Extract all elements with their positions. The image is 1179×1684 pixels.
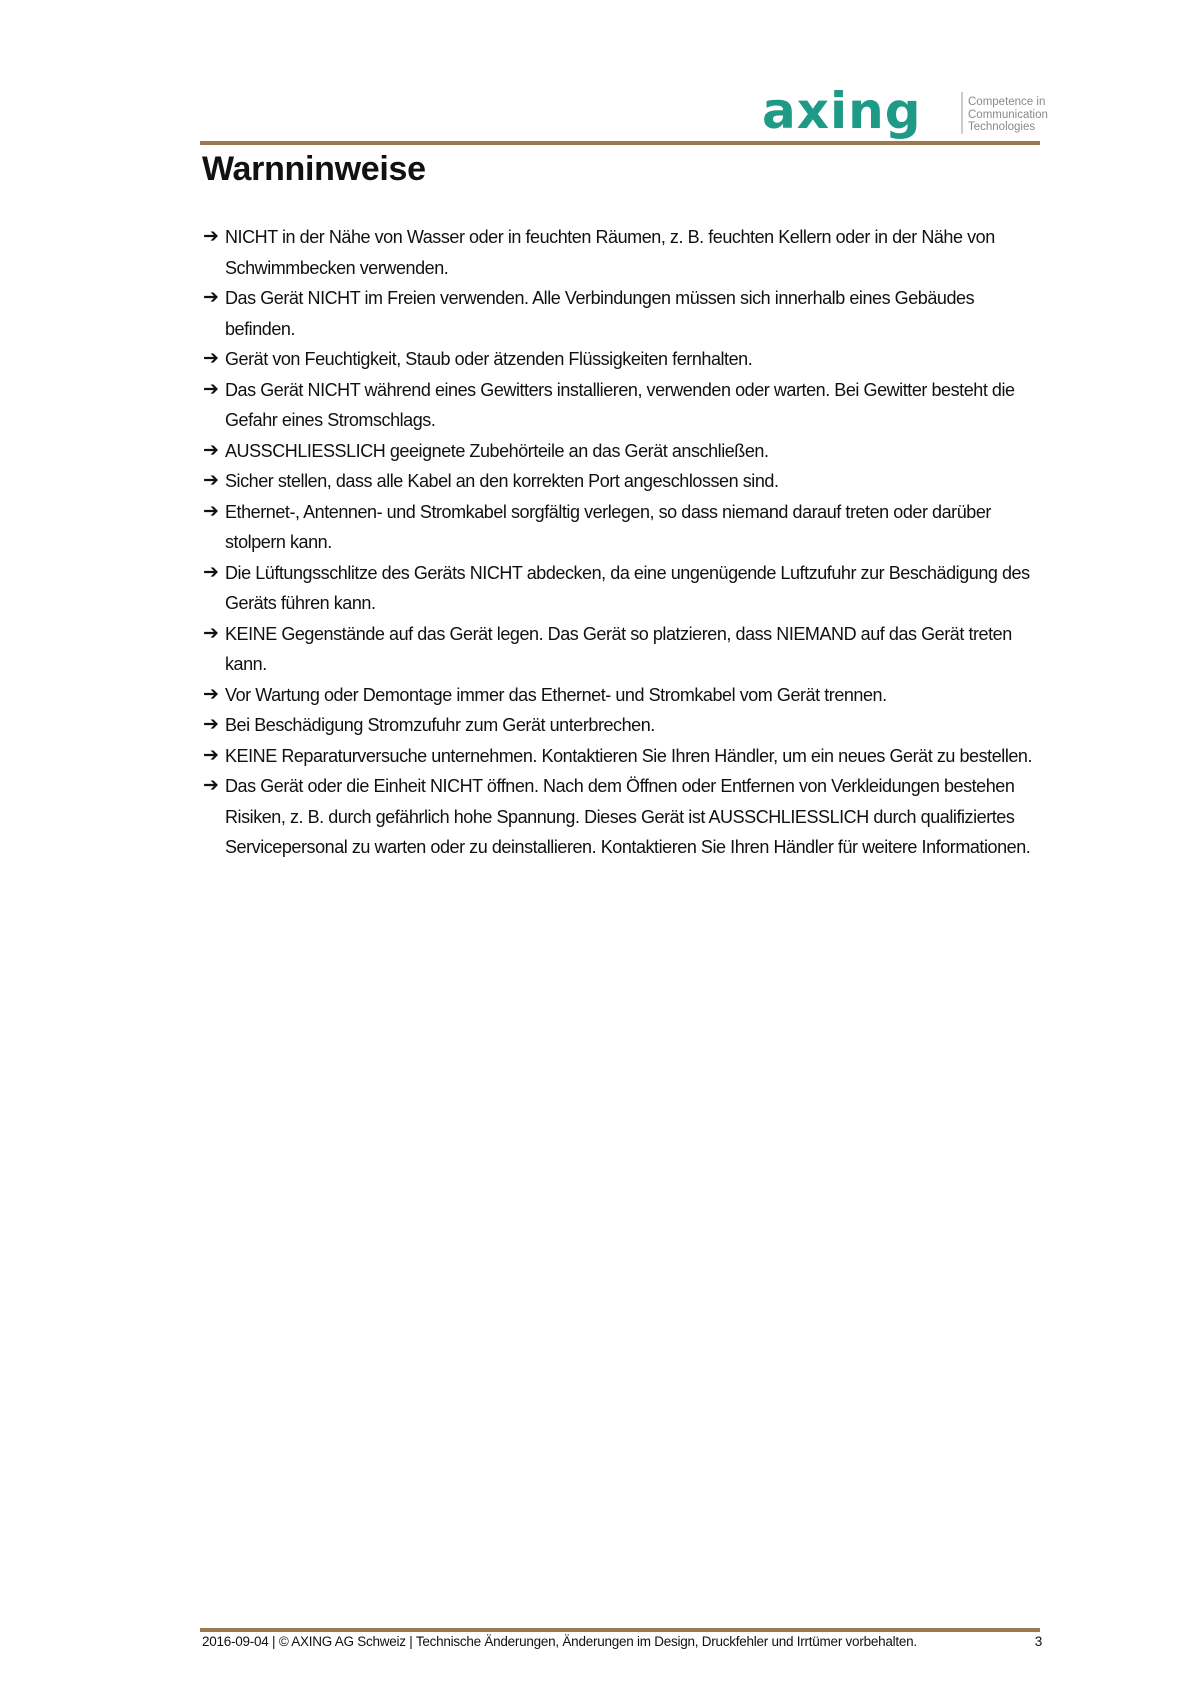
tagline-line-1: Competence in (968, 96, 1046, 108)
arrow-right-icon: ➔ (203, 744, 219, 766)
warning-item (203, 375, 1048, 436)
warning-text: Die Lüftungsschlitze des Geräts NICHT abdecken, da eine ungenügende Luftzufuhr zur Beschädigung des Geräts führen kann. (225, 562, 1030, 613)
warning-item (203, 497, 1048, 558)
warning-item (203, 710, 1048, 741)
arrow-right-icon: ➔ (203, 378, 219, 400)
warning-item (203, 344, 1048, 375)
arrow-right-icon: ➔ (203, 470, 219, 491)
arrow-right-icon: ➔ (203, 775, 219, 796)
axing-logo-wordmark: axing (762, 88, 922, 140)
warning-text: Vor Wartung oder Demontage immer das Ethernet- und Stromkabel vom Gerät trennen. (225, 684, 887, 705)
arrow-right-icon: ➔ (203, 348, 219, 369)
warning-item (203, 619, 1048, 680)
warning-item (203, 283, 1048, 344)
arrow-right-icon: ➔ (203, 714, 219, 735)
warning-item (203, 771, 1048, 863)
header-rule (200, 141, 1040, 145)
warning-item (203, 466, 1048, 497)
warning-text: KEINE Reparaturversuche unternehmen. Kontaktieren Sie Ihren Händler, um ein neues Gerät zu bestellen. (225, 745, 1033, 766)
warning-item (203, 222, 1048, 283)
arrow-right-icon: ➔ (203, 683, 219, 705)
footer-rule (200, 1628, 1040, 1632)
page-number: 3 (1034, 1634, 1042, 1649)
warning-text: Bei Beschädigung Stromzufuhr zum Gerät unterbrechen. (225, 715, 655, 735)
warning-text: AUSSCHLIESSLICH geeignete Zubehörteile an das Gerät anschließen. (225, 440, 769, 461)
page-title: Warnninweise (202, 150, 426, 188)
tagline-line-3: Technologies (968, 121, 1036, 133)
warning-text: Das Gerät oder die Einheit NICHT öffnen. Nach dem Öffnen oder Entfernen von Verkleidungen bestehen Risiken, z. B. durch gefährlich hohe Spannung. Dieses Gerät ist AUSSCHLIESSLICH durch qualifiziertes Servicepersonal zu warten oder zu deinstallieren. Kontaktieren Sie Ihren Händler für weitere Informationen. (225, 776, 1031, 857)
tagline-line-2: Communication (968, 108, 1048, 121)
warning-text: Gerät von Feuchtigkeit, Staub oder ätzenden Flüssigkeiten fernhalten. (225, 349, 753, 369)
arrow-right-icon: ➔ (203, 500, 219, 522)
arrow-right-icon: ➔ (203, 226, 219, 247)
warning-text: KEINE Gegenstände auf das Gerät legen. Das Gerät so platzieren, dass NIEMAND auf das Gerät treten kann. (225, 623, 1012, 674)
warning-text: Das Gerät NICHT im Freien verwenden. Alle Verbindungen müssen sich innerhalb eines Gebäudes befinden. (225, 288, 975, 339)
page-footer (202, 1634, 1042, 1649)
warning-item (203, 436, 1048, 467)
arrow-right-icon: ➔ (203, 287, 219, 308)
warning-text: Das Gerät NICHT während eines Gewitters installieren, verwenden oder warten. Bei Gewitter besteht die Gefahr eines Stromschlags. (225, 379, 1015, 430)
warning-text: Ethernet-, Antennen- und Stromkabel sorgfältig verlegen, so dass niemand darauf treten oder darüber stolpern kann. (225, 501, 991, 552)
warning-item (203, 680, 1048, 711)
arrow-right-icon: ➔ (203, 622, 219, 644)
arrow-right-icon: ➔ (203, 439, 219, 461)
logo-tagline (968, 96, 1048, 134)
warning-text: Sicher stellen, dass alle Kabel an den korrekten Port angeschlossen sind. (225, 471, 779, 491)
warning-text: NICHT in der Nähe von Wasser oder in feuchten Räumen, z. B. feuchten Kellern oder in der Nähe von Schwimmbecken verwenden. (225, 227, 995, 278)
arrow-right-icon: ➔ (203, 561, 219, 583)
warning-list (203, 222, 1048, 863)
warning-item (203, 558, 1048, 619)
warning-item (203, 741, 1048, 772)
footer-text: 2016-09-04 | © AXING AG Schweiz | Technische Änderungen, Änderungen im Design, Druckfehler und Irrtümer vorbehalten. (202, 1634, 917, 1649)
